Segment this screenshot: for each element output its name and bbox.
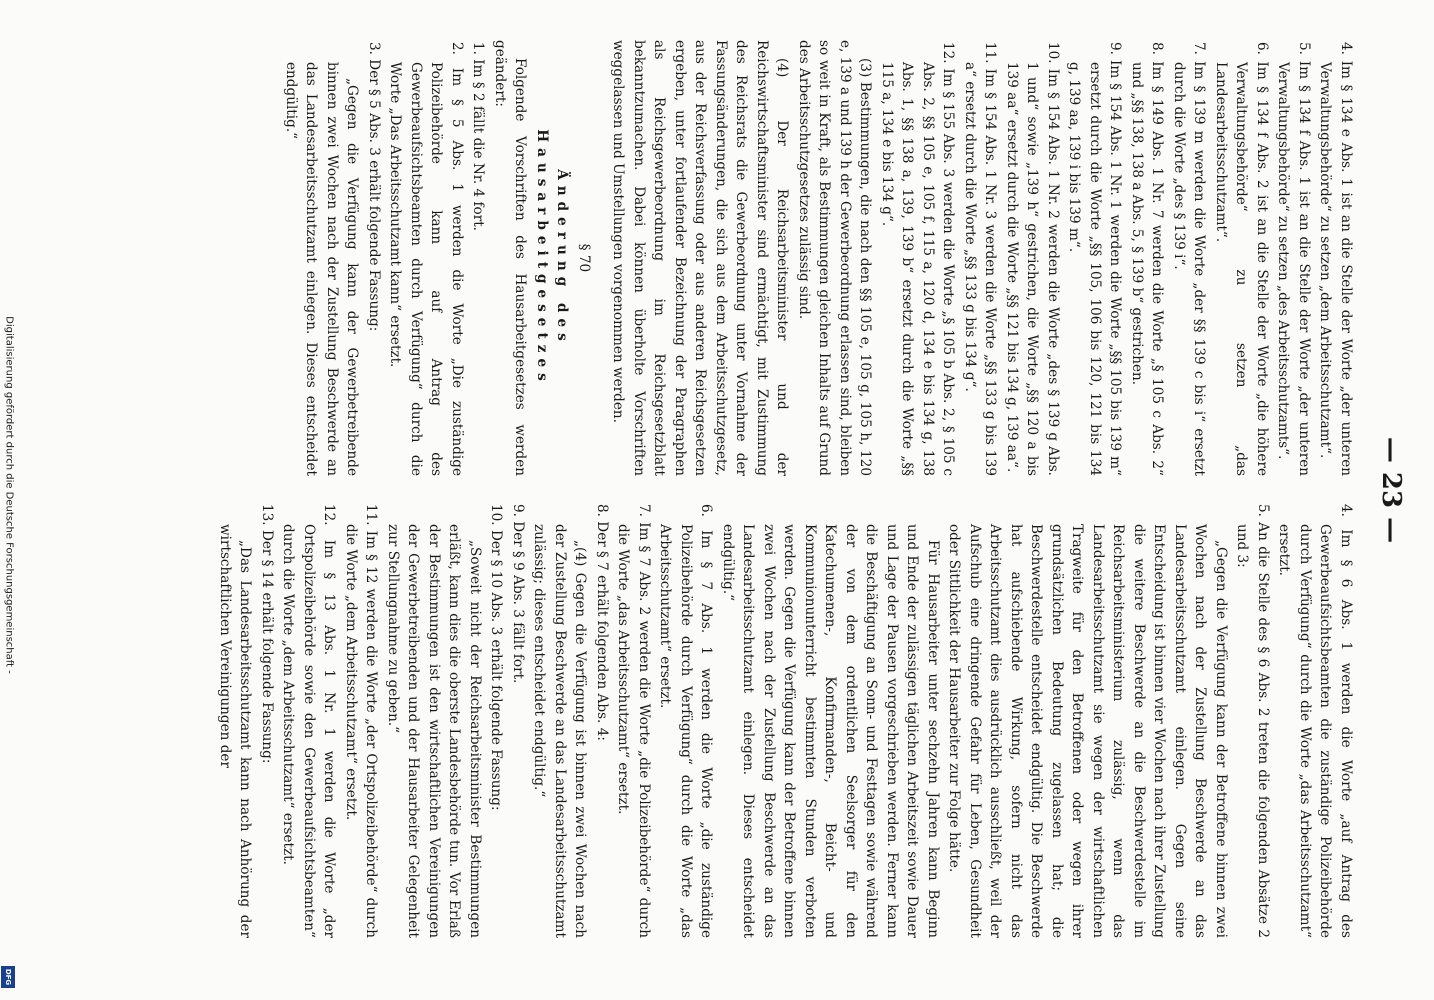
left-column-paragraph: „Gegen die Verfügung kann der Gewerbetreibende binnen zwei Wochen nach der Zustellung Beschwerde an das Landesarbeitsschutzamt einlegen. Dieses entscheidet endgültig.“ [283,62,361,476]
left-column-paragraph: 12. Im § 155 Abs. 3 werden die Worte „§ 105 b Abs. 2, § 105 c Abs. 2, §§ 105 e, 105 f, 115 a, 120 d, 134 e bis 134 g, 138 Abs. 1, §§ 138 a, 139, 139 b“ ersetzt durch die Worte „§§ 115 a, 134 e bis 134 g“. [879,42,957,476]
left-column-paragraph: 1. Im § 2 fällt die Nr. 4 fort. [470,42,487,231]
right-column-paragraph: 11. Im § 12 werden die Worte „der Ortspolizeibehörde“ durch die Worte „dem Arbeitsschutzamt“ ersetzt. [343,504,380,938]
right-column-paragraph: 5. An die Stelle des § 6 Abs. 2 treten die folgenden Absätze 2 und 3: [1234,504,1271,938]
right-column-paragraph: 4. Im § 6 Abs. 1 werden die Worte „auf Antrag des Gewerbeaufsichtsbeamten die zuständige Polizeibehörde durch Verfügung“ durch die Worte „das Arbeitsschutzamt“ ersetzt. [1276,504,1354,938]
left-column-paragraph: 8. Im § 149 Abs. 1 Nr. 7 werden die Worte „§ 105 c Abs. 2“ und „§§ 138, 138 a Abs. 5, § 139 b“ gestrichen. [1129,42,1166,476]
digitization-credit [0,0,20,1000]
left-column-paragraph: Änderung des Hausarbeitgesetzes [534,129,571,387]
left-column-paragraph: Folgende Vorschriften des Hausarbeitgesetzes werden geändert: [492,40,529,476]
dfg-logo-icon [1,966,15,988]
left-text-column [36,40,1356,476]
left-column-paragraph: (3) Bestimmungen, die nach den §§ 105 e, 105 g, 105 h, 120 e, 139 a und 139 h der Gewerbeordnung erlassen sind, bleiben so weit in Kraft, als Bestimmungen gleichen Inhalts auf Grund des Arbeitsschutzgesetzes zulässig sind. [796,40,874,476]
right-column-paragraph: 9. Der § 9 Abs. 3 fällt fort. [510,504,526,684]
left-column-paragraph: § 70 [576,243,592,273]
right-column-paragraph: 10. Der § 10 Abs. 3 erhält folgende Fassung: [488,504,505,811]
right-column-paragraph: 12. Im § 13 Abs. 1 Nr. 1 werden die Worte „der Ortspolizeibehörde sowie den Gewerbeaufsichtsbeamten“ durch die Worte „dem Arbeitsschutzamt“ ersetzt. [280,504,338,938]
right-column-paragraph: Für Hausarbeiter unter sechzehn Jahren kann Beginn und Ende der zulässigen täglichen Arbeitszeit sowie Dauer und Lage der Pausen vorgeschrieben werden. Ferner kann die Beschäftigung an Sonn- und Festtagen sowie während der von dem ordentlichen Seelsorger für den Katechumenen-, Konfirmanden-, Beicht- und Kommunionunterricht bestimmten Stunden verboten werden. Gegen die Verfügung kann der Betroffene binnen zwei Wochen nach der Zustellung Beschwerde an das Landesarbeitsschutzamt einlegen. Dieses entscheidet endgültig.“ [720,524,941,938]
right-text-column [36,502,1356,938]
left-column-paragraph: 7. Im § 139 m werden die Worte „der §§ 139 c bis i“ ersetzt durch die Worte „des § 139 i“. [1171,42,1208,476]
left-column-paragraph: (4) Der Reichsarbeitsminister und der Reichswirtschaftsminister sind ermächtigt, mit Zustimmung des Reichsrats die Gewerbeordnung unter Vornahme der Fassungsänderungen, die sich aus dem Arbeitsschutzgesetz, aus der Reichsverfassung oder aus anderen Reichsgesetzen ergeben, unter fortlaufender Bezeichnung der Paragraphen als Reichsgewerbeordnung im Reichsgesetzblatt bekanntzumachen. Dabei können überholte Vorschriften weggelassen und Umstellungen vorgenommen werden. [610,40,791,476]
right-column-paragraph: 13. Der § 14 erhält folgende Fassung: [259,504,275,764]
right-column-paragraph: 8. Der § 7 erhält folgenden Abs. 4: [594,504,610,741]
right-column-paragraph: „Gegen die Verfügung kann der Betroffene binnen zwei Wochen nach der Zustellung Beschwerde an das Landesarbeitsschutzamt einlegen. Gegen seine Entscheidung ist binnen vier Wochen nach ihrer Zustellung die weitere Beschwerde an die Beschwerdestelle im Reichsarbeitsministerium zulässig, wenn das Landesarbeitsschutzamt sie wegen der wirtschaftlichen Tragweite für den Betroffenen oder wegen ihrer grundsätzlichen Bedeutung zugelassen hat; die Beschwerdestelle entscheidet endgültig. Die Beschwerde hat aufschiebende Wirkung, sofern nicht das Arbeitsschutzamt dies ausdrücklich ausschließt, weil der Aufschub eine dringende Gefahr für Leben, Gesundheit oder Sittlichkeit der Hausarbeiter zur Folge hätte. [946,524,1229,938]
left-column-paragraph: 4. Im § 134 e Abs. 1 ist an die Stelle der Worte „der unteren Verwaltungsbehörde“ zu setzen „dem Arbeitsschutzamt“. [1317,42,1354,476]
right-column-paragraph: „Soweit nicht der Reichsarbeitsminister Bestimmungen erläßt, kann dies die oberste Landesbehörde tun. Vor Erlaß der Bestimmungen ist den wirtschaftlichen Vereinigungen der Gewerbetreibenden und der Hausarbeiter Gelegenheit zur Stellungnahme zu geben.“ [385,524,483,938]
left-column-paragraph: 9. Im § 154 Abs. 1 Nr. 1 werden die Worte „§§ 105 bis 139 m“ ersetzt durch die Worte „§§ 105, 106 bis 120, 121 bis 134 g, 139 aa, 139 i bis 139 m“. [1066,42,1124,476]
left-column-paragraph: 10. Im § 154 Abs. 1 Nr. 2 werden die Worte „des § 139 g Abs. 1 und“ sowie „139 h“ gestrichen, die Worte „§§ 120 a bis 139 aa“ ersetzt durch die Worte „§§ 121 bis 134 g, 139 aa“. [1004,42,1061,476]
left-column-paragraph: 2. Im § 5 Abs. 1 werden die Worte „Die zuständige Polizeibehörde kann auf Antrag des Gewerbeaufsichtsbeamten durch Verfügung“ durch die Worte „Das Arbeitsschutzamt kann“ ersetzt. [387,42,465,476]
left-column-paragraph: 3. Der § 5 Abs. 3 erhält folgende Fassung: [366,42,382,332]
dfg-logo-text: DFG [4,968,12,986]
right-column-paragraph: 7. Im § 7 Abs. 2 werden die Worte „die Polizeibehörde“ durch die Worte „das Arbeitsschutzamt“ ersetzt. [615,504,652,938]
left-column-paragraph: 11. Im § 154 Abs. 1 Nr. 3 werden die Worte „§§ 133 g bis 139 a“ ersetzt durch die Worte „§§ 133 g bis 134 g“. [962,42,999,476]
left-column-paragraph [595,40,607,476]
page-number-header: — 23 — [1376,436,1406,544]
left-column-paragraph: 5. Im § 134 f Abs. 1 ist an die Stelle der Worte „der unteren Verwaltungsbehörde“ zu setzen „des Arbeitsschutzamts“. [1275,42,1312,476]
left-column-paragraph: 6. Im § 134 f Abs. 2 ist an die Stelle der Worte „die höhere Verwaltungsbehörde“ zu setzen „das Landesarbeitsschutzamt“. [1213,42,1270,476]
right-column-paragraph: „Das Landesarbeitsschutzamt kann nach Anhörung der wirtschaftlichen Vereinigungen der [217,524,254,938]
right-column-paragraph: „(4) Gegen die Verfügung ist binnen zwei Wochen nach der Zustellung Beschwerde an das Landesarbeitsschutzamt zulässig; dieses entscheidet endgültig.“ [531,524,589,938]
right-column-paragraph: 6. Im § 7 Abs. 1 werden die Worte „die zuständige Polizeibehörde durch Verfügung“ durch die Worte „das Arbeitsschutzamt“ ersetzt. [657,504,715,938]
credit-text: Digitalisierung gefördert durch die Deutsche Forschungsgemeinschaft - [3,316,15,674]
page-body [36,40,1356,940]
